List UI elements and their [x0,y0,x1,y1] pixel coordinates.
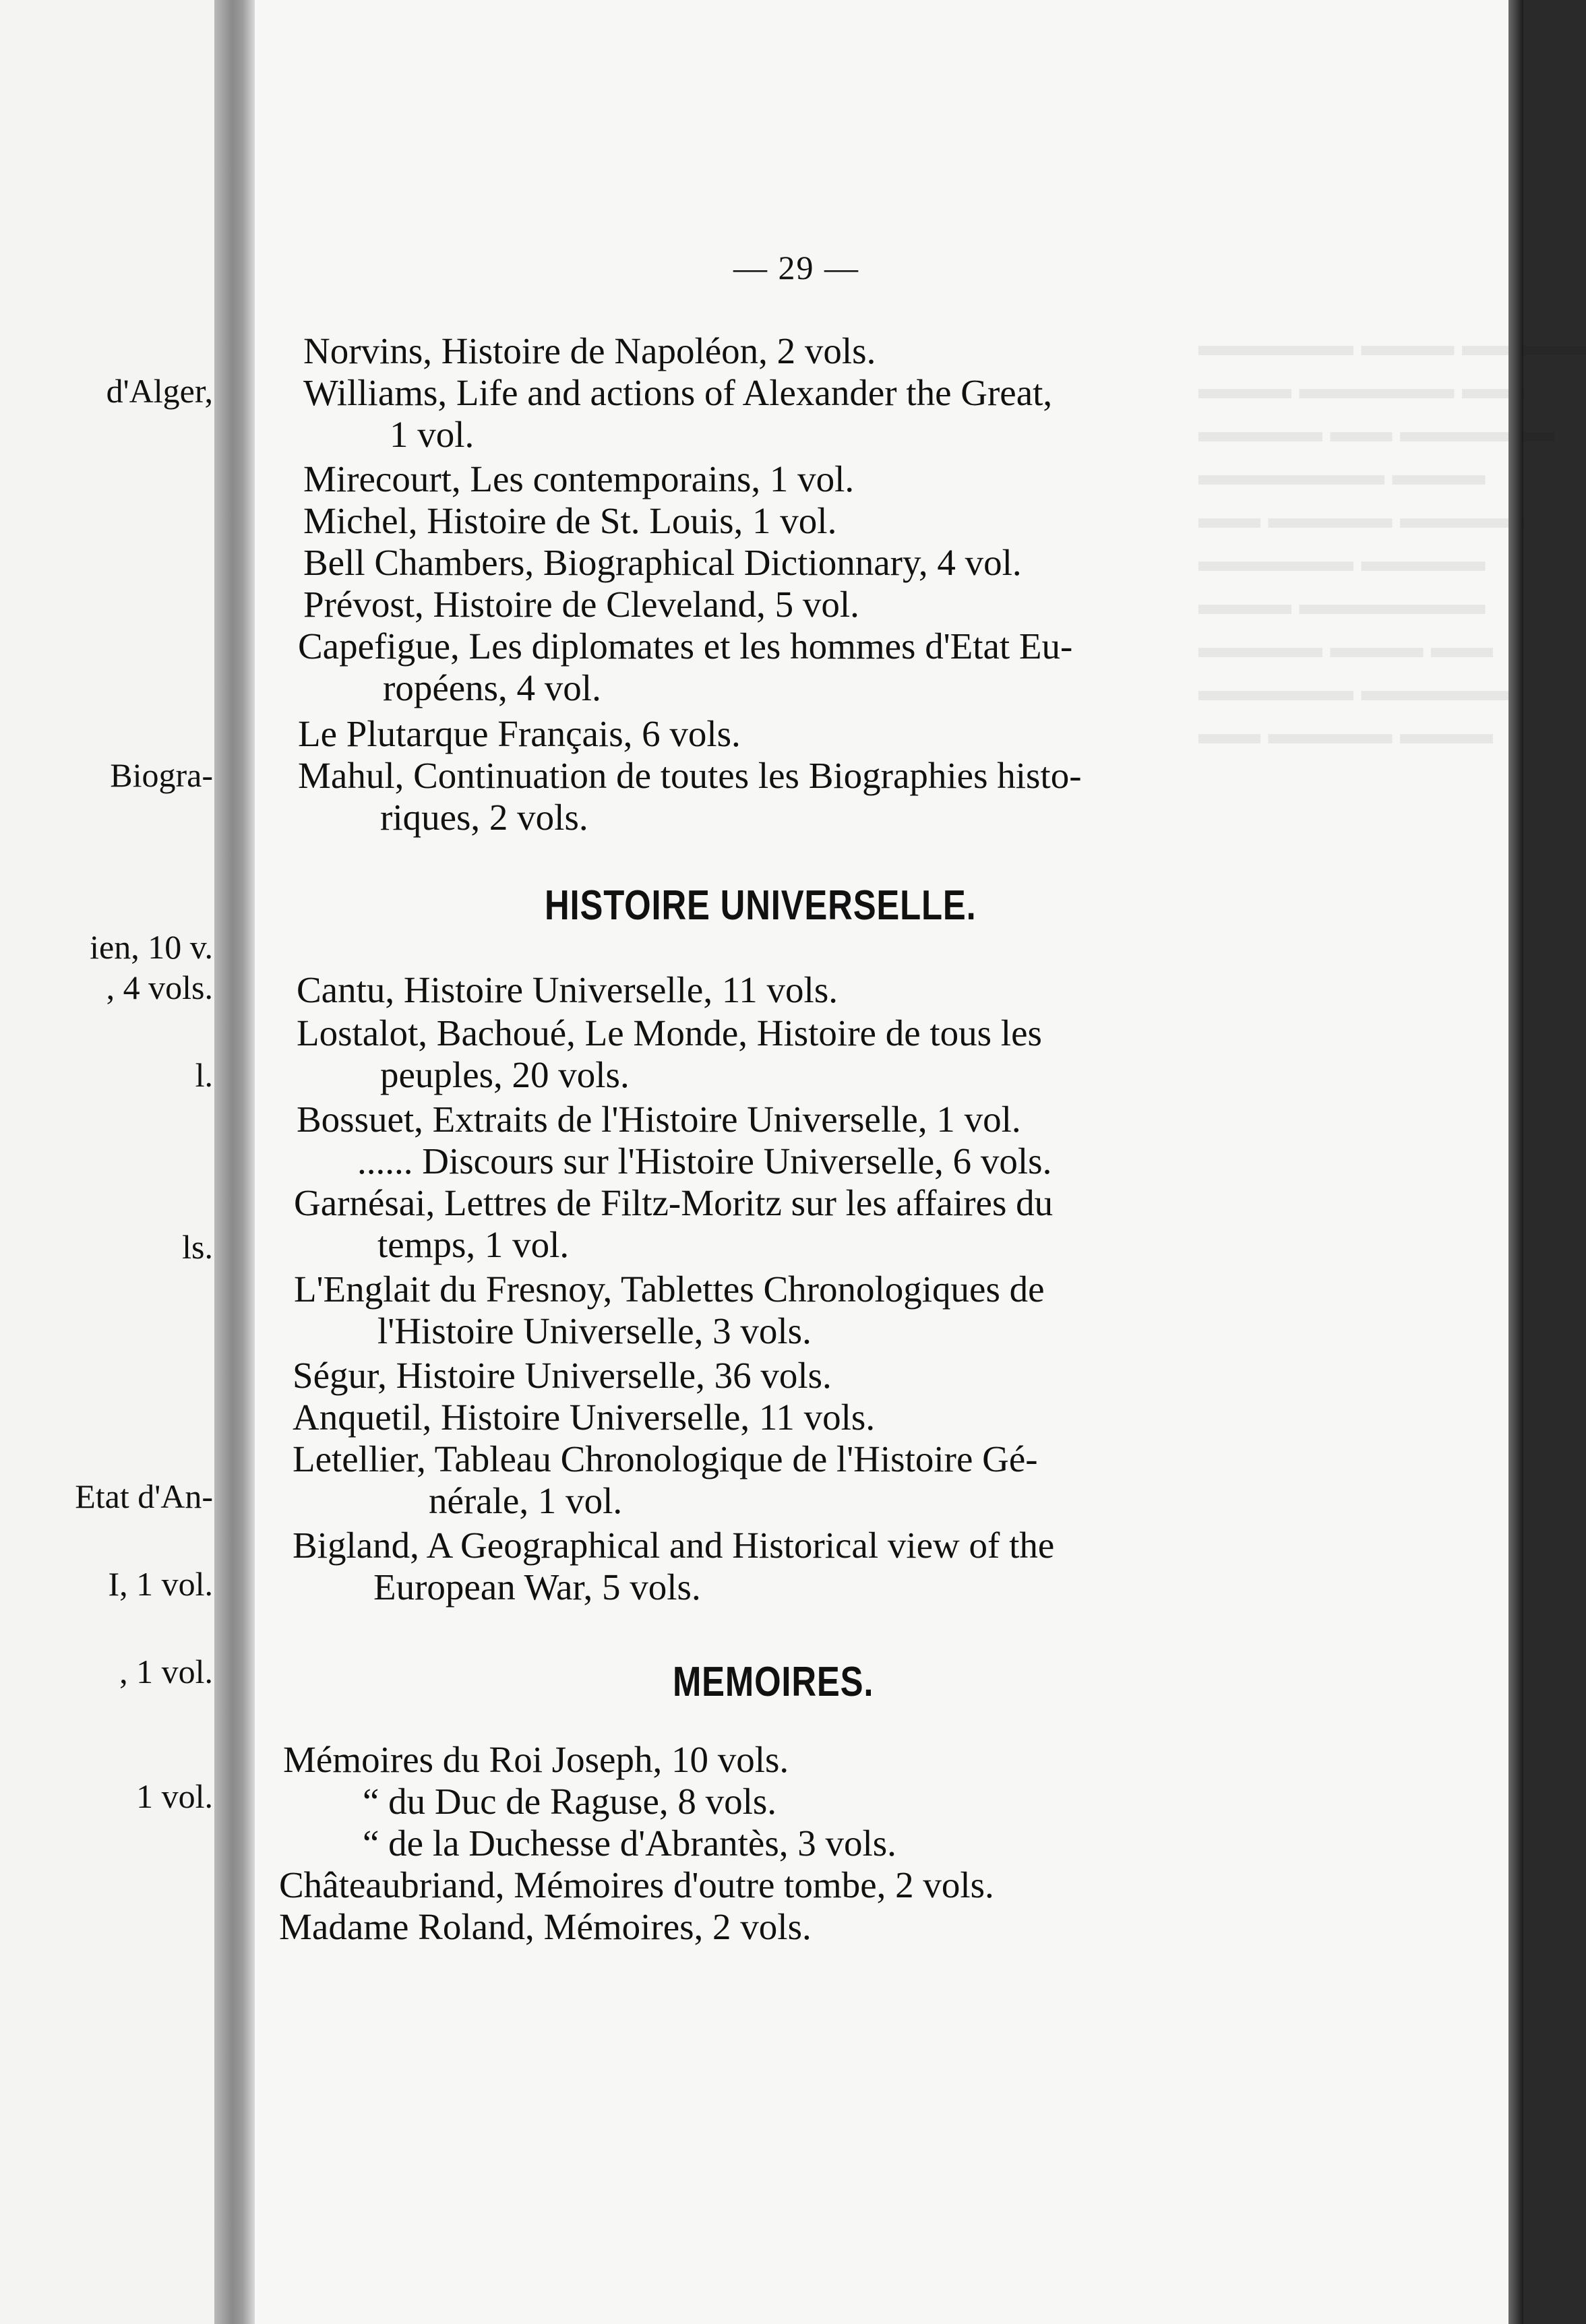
bleed-through-texture: ▬▬▬▬▬ ▬▬▬ ▬▬▬▬ ▬▬▬ ▬▬▬▬▬ ▬▬ ▬▬▬▬ ▬▬ ▬▬▬▬▬ ▬▬▬▬▬▬ ▬▬▬ ▬▬ ▬▬▬▬ ▬▬▬▬ ▬▬▬▬▬ ▬▬▬▬ ▬▬▬ ▬▬▬▬▬▬ ▬▬▬▬ ▬▬▬ ▬▬ ▬▬▬▬▬ ▬▬▬▬▬ ▬▬ ▬▬▬▬ ▬▬▬ [1198,328,1586,750]
entry-line: L'Englait du Fresnoy, Tablettes Chronologiques de [294,1268,1045,1310]
catalog-entry [279,1906,812,1948]
catalog-entry [303,458,854,500]
entry-line: Prévost, Histoire de Cleveland, 5 vol. [303,584,859,625]
catalog-entry [303,330,876,372]
catalog-entry [279,1864,994,1906]
catalog-entry [297,1099,1021,1140]
entry-continuation: European War, 5 vols. [373,1566,701,1608]
catalog-entry [303,584,859,625]
entry-continuation: temps, 1 vol. [377,1224,570,1265]
catalog-entry [298,625,1072,709]
catalog-entry [298,755,1082,838]
facing-page-fragment: l. [195,1056,213,1094]
catalog-entry [294,1268,1045,1352]
entry-line: Michel, Histoire de St. Louis, 1 vol. [303,500,837,541]
catalog-entry [363,1823,896,1864]
entry-continuation: peuples, 20 vols. [380,1054,630,1095]
facing-page-fragment: , 4 vols. [106,969,213,1006]
facing-page-fragment: I, 1 vol. [108,1565,213,1603]
entry-line: Le Plutarque Français, 6 vols. [298,713,741,754]
facing-page-fragment: Biogra- [110,756,213,794]
entry-line: Williams, Life and actions of Alexander the Great, [303,372,1053,413]
catalog-entry [297,969,838,1011]
catalog-entry [293,1355,832,1397]
book-page [255,0,1586,2324]
book-gutter [214,0,255,2324]
entry-continuation: ropéens, 4 vol. [383,667,601,708]
catalog-entry [303,542,1022,584]
entry-line: “ du Duc de Raguse, 8 vols. [363,1781,777,1822]
entry-continuation: l'Histoire Universelle, 3 vols. [377,1310,812,1351]
entry-line: Bigland, A Geographical and Historical view of the [293,1525,1055,1566]
entry-line: Ségur, Histoire Universelle, 36 vols. [293,1355,832,1396]
facing-page-left [0,0,222,2324]
entry-continuation: 1 vol. [390,414,475,455]
entry-line: Anquetil, Histoire Universelle, 11 vols. [293,1397,876,1438]
facing-page-fragment: ls. [182,1228,213,1266]
catalog-entry [283,1739,789,1781]
catalog-entry [294,1182,1053,1266]
entry-continuation: riques, 2 vols. [380,797,588,838]
catalog-entry [293,1438,1038,1522]
entry-line: Bossuet, Extraits de l'Histoire Universelle, 1 vol. [297,1099,1021,1140]
entry-line: Letellier, Tableau Chronologique de l'Histoire Gé- [293,1438,1038,1479]
page-number: — 29 — [733,249,859,286]
page-edge-shadow [1508,0,1523,2324]
entry-line: Capefigue, Les diplomates et les hommes d'Etat Eu- [298,625,1073,667]
catalog-entry [303,372,1052,456]
entry-line: Garnésai, Lettres de Filtz-Moritz sur les affaires du [294,1182,1054,1223]
section-heading-histoire-universelle: HISTOIRE UNIVERSELLE. [545,882,977,929]
facing-page-fragment: 1 vol. [136,1777,213,1815]
section-heading-memoires: MEMOIRES. [673,1659,874,1705]
entry-line: Mahul, Continuation de toutes les Biographies histo- [298,755,1082,796]
catalog-entry [303,500,836,542]
catalog-entry [363,1781,776,1823]
catalog-entry [293,1397,875,1438]
facing-page-fragment: ien, 10 v. [90,928,213,966]
facing-page-fragment: d'Alger, [106,372,213,410]
entry-line: Châteaubriand, Mémoires d'outre tombe, 2 vols. [279,1864,994,1905]
entry-line: Mirecourt, Les contemporains, 1 vol. [303,458,855,499]
entry-line: Bell Chambers, Biographical Dictionnary, 4 vol. [303,542,1022,583]
entry-line: Madame Roland, Mémoires, 2 vols. [279,1906,812,1947]
entry-line: ...... Discours sur l'Histoire Universelle, 6 vols. [357,1140,1052,1182]
catalog-entry [357,1140,1051,1182]
entry-line: Cantu, Histoire Universelle, 11 vols. [297,969,838,1010]
catalog-entry [297,1012,1042,1096]
catalog-entry [293,1525,1054,1608]
entry-line: Mémoires du Roi Joseph, 10 vols. [283,1739,789,1780]
entry-line: Norvins, Histoire de Napoléon, 2 vols. [303,330,876,371]
facing-page-fragment: , 1 vol. [119,1653,213,1690]
entry-line: “ de la Duchesse d'Abrantès, 3 vols. [363,1823,896,1864]
catalog-entry [298,713,741,755]
entry-continuation: nérale, 1 vol. [429,1480,623,1521]
entry-line: Lostalot, Bachoué, Le Monde, Histoire de tous les [297,1012,1042,1053]
facing-page-fragment: Etat d'An- [75,1477,213,1515]
